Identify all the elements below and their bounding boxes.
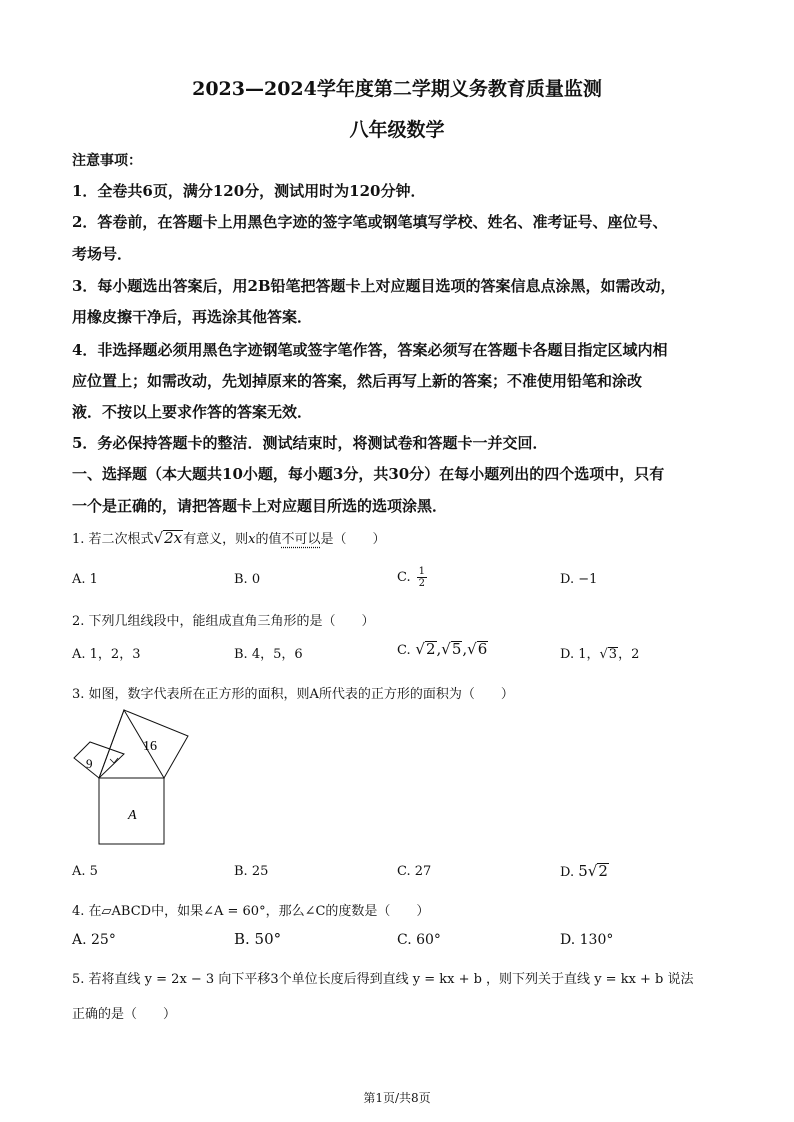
question-1: 1. 若二次根式√2x有意义，则x的值不可以是（ ） (72, 529, 386, 547)
q1-option-b: B. 0 (234, 572, 261, 587)
page-subtitle: 八年级数学 (349, 119, 445, 141)
q4-option-c: C. 60° (397, 932, 441, 948)
q4-option-d: D. 130° (560, 932, 614, 948)
question-2: 2. 下列几组线段中，能组成直角三角形的是（ ） (72, 614, 375, 629)
label-9: 9 (86, 756, 93, 771)
note-line-5: 用橡皮擦干净后，再选涂其他答案． (72, 308, 313, 326)
q4-option-a: A. 25° (72, 932, 116, 948)
q3-option-a: A. 5 (72, 864, 98, 879)
q1-radicand: 2x (164, 529, 183, 547)
note-line-3: 考场号． (72, 245, 133, 263)
note-line-1: 1．全卷共6页，满分120分，测试用时为120分钟． (72, 182, 426, 200)
q2-option-b: B. 4，5，6 (234, 647, 303, 662)
note-line-2: 2．答卷前，在答题卡上用黑色字迹的签字笔或钢笔填写学校、姓名、准考证号、座位号、 (72, 213, 668, 231)
page-footer: 第1页/共8页 (363, 1091, 431, 1105)
q3-option-c: C. 27 (397, 864, 432, 879)
q1-option-d: D. −1 (560, 572, 598, 587)
label-16: 16 (143, 739, 157, 754)
q2-option-c: C. √2,√5,√6 (397, 640, 488, 658)
section-heading-line-1: 一、选择题（本大题共10小题，每小题3分，共30分）在每小题列出的四个选项中，只有 (72, 465, 665, 483)
question-4: 4. 在▱ABCD中，如果∠A = 60°，那么∠C的度数是（ ） (72, 904, 430, 919)
q2-option-a: A. 1，2，3 (72, 647, 141, 662)
note-line-9: 5．务必保持答题卡的整洁．测试结束时，将测试卷和答题卡一并交回． (72, 434, 548, 452)
q2-option-d: D. 1，√3，2 (560, 647, 640, 662)
question-5-line-1: 5. 若将直线 y = 2x − 3 向下平移3个单位长度后得到直线 y = kx + b ，则下列关于直线 y = kx + b 说法 (72, 972, 694, 987)
q3-option-b: B. 25 (234, 864, 269, 879)
notes-heading: 注意事项： (72, 153, 142, 169)
label-a: A (128, 808, 137, 823)
section-heading-line-2: 一个是正确的，请把答题卡上对应题目所选的选项涂黑． (72, 497, 448, 515)
question-3: 3. 如图，数字代表所在正方形的面积，则A所代表的正方形的面积为（ ） (72, 687, 514, 702)
squares-figure (66, 706, 196, 848)
note-line-7: 应位置上；如需改动，先划掉原来的答案，然后再写上新的答案；不准使用铅笔和涂改 (72, 372, 643, 390)
page-title: 2023—2024学年度第二学期义务教育质量监测 (192, 78, 602, 100)
note-line-6: 4．非选择题必须用黑色字迹钢笔或签字笔作答，答案必须写在答题卡各题目指定区域内相 (72, 341, 668, 359)
q3-option-d: D. 5√2 (560, 862, 608, 880)
note-line-8: 液．不按以上要求作答的答案无效． (72, 403, 313, 421)
q1-option-a: A. 1 (72, 572, 98, 587)
q4-option-b: B. 50° (234, 930, 282, 948)
question-5-line-2: 正确的是（ ） (72, 1007, 177, 1022)
q1-option-c: C. $\frac{1}{2}$ (397, 566, 425, 589)
note-line-4: 3．每小题选出答案后，用2B铅笔把答题卡上对应题目选项的答案信息点涂黑，如需改动， (72, 277, 676, 295)
